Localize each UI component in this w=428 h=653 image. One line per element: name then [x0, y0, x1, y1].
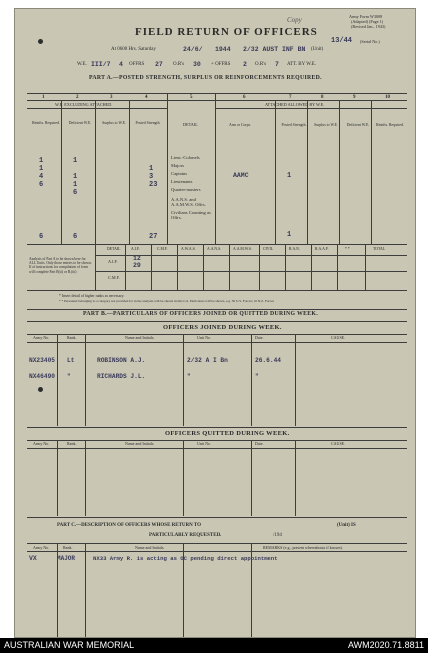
column-number: 7	[289, 95, 292, 100]
form-ref-2: (Adapted) (Page 1)	[351, 19, 384, 24]
column-header: CAUSE.	[331, 335, 346, 340]
joined-rank: Lt	[67, 357, 75, 364]
part-c-unit-is: (Unit) IS	[337, 523, 356, 528]
header-right: Arm or Corps.	[228, 123, 252, 127]
column-number: 2	[76, 95, 79, 100]
header-right: Posted Strength.	[281, 123, 307, 127]
column-number: 6	[243, 95, 246, 100]
col1-value: 1	[39, 165, 44, 173]
aif-value-1: 12	[133, 255, 141, 262]
column-header: Rank.	[67, 441, 77, 446]
analysis-header: R.A.N.	[289, 247, 300, 251]
col2-value: 6	[73, 233, 78, 241]
sub-row-aif: A.I.F.	[108, 259, 118, 264]
column-number: 3	[110, 95, 113, 100]
form-ref-3: (Revised Jan., 1943)	[351, 24, 386, 29]
part-b-title: PART B.—PARTICULARS OF OFFICERS JOINED OR QUITTED DURING WEEK.	[83, 311, 318, 317]
analysis-header: * *	[345, 247, 350, 251]
aif-value-2: 29	[133, 262, 141, 269]
detail-header: DETAIL	[183, 122, 198, 127]
footer-right: AWM2020.71.8811	[347, 640, 424, 650]
offrs-label: OFFRS	[129, 62, 145, 67]
part-c-rank: MAJOR	[57, 555, 76, 562]
offrs-value: 27	[155, 61, 163, 68]
we-excl-header: W.E. EXCLUDING ATTACHED.	[55, 102, 113, 107]
rank-label: Quarter-masters	[171, 187, 201, 192]
return-date: 24/6/	[183, 46, 203, 53]
header-left: Deficient W.E.	[68, 121, 92, 125]
column-header: Date.	[255, 335, 264, 340]
part-c-date: /194	[273, 533, 282, 538]
footnote-2: * * Personnel belonging to a category not provided for in the analysis will be shown in this Col. Particulars will be shown, e.g. 30 U.S. Forces; 10 N.Z. Forces	[59, 299, 274, 303]
arm-corps-value: AAMC	[233, 172, 249, 179]
column-number: 5	[190, 95, 193, 100]
column-number: 1	[42, 95, 45, 100]
part-c-text: NX33 Army R. is acting as OC pending direct appointment	[93, 555, 278, 562]
col1-value: 4	[39, 173, 44, 181]
unit-name: 2/32 AUST INF BN	[243, 46, 306, 53]
right-posted-1: 1	[287, 172, 292, 180]
part-a-title: PART A.—POSTED STRENGTH, SURPLUS OR REINFORCEMENTS REQUIRED.	[89, 75, 322, 81]
analysis-header: A.W.A.S.	[181, 247, 196, 251]
joined-army-no: NX46490	[29, 373, 55, 380]
col4-value: 23	[149, 181, 158, 189]
analysis-header: A.A.N.S.	[207, 247, 222, 251]
serial-label: (Serial No.)	[360, 39, 380, 44]
right-posted-2: 1	[287, 231, 292, 239]
or2-value: 7	[275, 61, 279, 68]
column-header: Unit No.	[197, 335, 211, 340]
header-right: Deficient W.E.	[346, 123, 370, 127]
rank-label: Majors	[171, 163, 185, 168]
footnote-1: * Insert detail of higher ranks as necessary.	[59, 294, 125, 298]
joined-title: OFFICERS JOINED DURING WEEK.	[163, 324, 282, 331]
header-left: Posted Strength.	[135, 121, 161, 125]
joined-unit: 2/32 A I Bn	[187, 357, 228, 364]
part-c-title: PART C.—DESCRIPTION OF OFFICERS WHOSE RETURN TO	[57, 523, 202, 528]
header-left: Reinfts. Required.	[32, 121, 60, 125]
quitted-title: OFFICERS QUITTED DURING WEEK.	[165, 430, 290, 437]
unit-label: (Unit)	[311, 47, 324, 52]
col4-value: 3	[149, 173, 154, 181]
plus-offrs-label: + OFFRS	[211, 62, 231, 67]
we-num: 4	[119, 61, 123, 68]
joined-name: ROBINSON A.J.	[97, 357, 146, 364]
joined-unit: "	[187, 373, 191, 380]
column-header: CAUSE.	[331, 441, 346, 446]
we-value: III/7	[91, 61, 111, 68]
form-ref: Army Form W3008	[349, 14, 383, 19]
analysis-header: C.M.F.	[157, 247, 168, 251]
form-title: FIELD RETURN OF OFFICERS	[135, 26, 318, 38]
col1-value: 6	[39, 181, 44, 189]
rank-label: A.A.M.W.S. Offrs.	[171, 202, 206, 207]
column-header: Date.	[255, 441, 264, 446]
part-c-army-no: VX	[29, 555, 37, 562]
column-number: 10	[385, 95, 390, 100]
col4-value: 1	[149, 165, 154, 173]
or2-label: O.R's	[255, 62, 267, 67]
rank-label: Lieut.-Colonels	[171, 155, 200, 160]
sub-row-cmf: C.M.F.	[108, 275, 120, 280]
col2-value: 1	[73, 181, 78, 189]
joined-rank: "	[67, 373, 71, 380]
header-right: Reinfts. Required.	[376, 123, 404, 127]
column-number: 8	[321, 95, 324, 100]
punch-hole	[38, 387, 43, 392]
or-label: O.R's	[173, 62, 185, 67]
joined-name: RICHARDS J.L.	[97, 373, 146, 380]
part-c-particularly: PARTICULARLY REQUESTED.	[149, 533, 222, 538]
col2-extra: 6	[73, 189, 78, 197]
column-header: Rank.	[67, 335, 77, 340]
analysis-header: A.A.M.W.S.	[233, 247, 252, 251]
column-header: Army No.	[33, 545, 50, 550]
col1-value: 1	[39, 157, 44, 165]
column-number: 9	[353, 95, 356, 100]
rank-label: Lieutenants	[171, 179, 193, 184]
analysis-header: R.A.A.F.	[315, 247, 329, 251]
joined-date: 26.6.44	[255, 357, 281, 364]
serial-no: 13/44	[331, 37, 353, 45]
attached-allowed-header: ATTACHED ALLOWED BY W.E.	[265, 102, 325, 107]
plus-offrs-value: 2	[243, 61, 247, 68]
footer-left: AUSTRALIAN WAR MEMORIAL	[4, 640, 135, 650]
column-header: Name and Initials.	[125, 441, 155, 446]
punch-hole	[38, 39, 43, 44]
rank-label: A.A.N.S. and	[171, 197, 196, 202]
footer-bar	[0, 638, 428, 653]
analysis-header: CIVIL	[263, 247, 274, 251]
header-left: Surplus to W.E.	[102, 121, 126, 125]
rank-label: Captains	[171, 171, 188, 176]
or-value: 30	[193, 61, 201, 68]
col2-value: 1	[73, 173, 78, 181]
analysis-note: Analysis of Part A to be shown here for ALL Units. Only those entries to be shown. If of instructions for compilation of form will complete Part B(ii) or B.(iii)	[29, 257, 92, 274]
rank-label: Civilians Counting as Offrs.	[171, 210, 211, 220]
col2-value: 1	[73, 157, 78, 165]
at-line-label: At 0600 Hrs. Saturday	[111, 47, 156, 52]
column-number: 4	[145, 95, 148, 100]
joined-date: "	[255, 373, 259, 380]
att-label: ATT. BY W.E.	[287, 62, 317, 67]
joined-army-no: NX23405	[29, 357, 55, 364]
we-label: W.E.	[77, 62, 87, 67]
col1-value: 6	[39, 233, 44, 241]
column-header: Name and Initials.	[125, 335, 155, 340]
column-header: Army No.	[33, 441, 50, 446]
column-header: Rank.	[63, 545, 73, 550]
analysis-header: TOTAL	[373, 247, 386, 251]
column-header: Name and Initials.	[135, 545, 165, 550]
copy-stamp: Copy	[287, 16, 302, 24]
column-header: Army No.	[33, 335, 50, 340]
column-header: Unit No.	[197, 441, 211, 446]
col4-value: 27	[149, 233, 158, 241]
column-header: REMARKS (e.g., present whereabouts if known).	[263, 545, 343, 550]
header-right: Surplus to W.E.	[314, 123, 338, 127]
return-year: 1944	[215, 46, 231, 53]
analysis-header: DETAIL	[107, 247, 121, 251]
form-sheet	[14, 8, 416, 638]
analysis-header: A.I.F.	[131, 247, 140, 251]
